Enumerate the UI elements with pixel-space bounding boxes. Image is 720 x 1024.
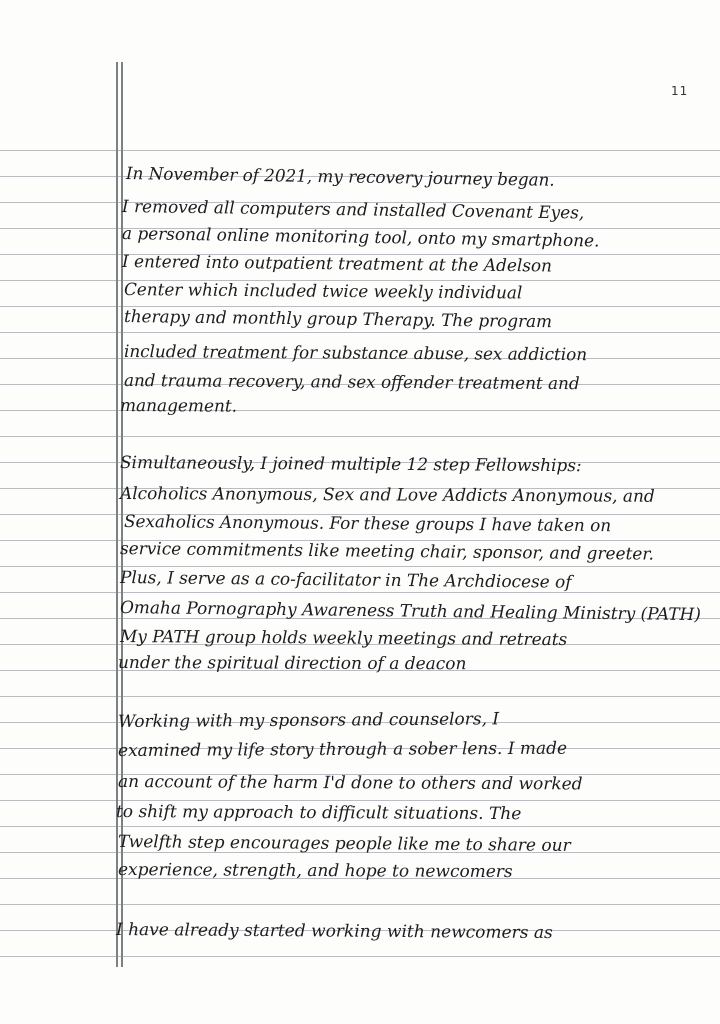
text-line: an account of the harm I'd done to others and worked <box>117 772 583 795</box>
text-line: management. <box>119 396 238 417</box>
text-line: Omaha Pornography Awareness Truth and Healing Ministry (PATH) <box>119 598 702 626</box>
page-number: 11 <box>671 84 689 98</box>
text-line: I removed all computers and installed Covenant Eyes, <box>121 197 585 224</box>
text-line: In November of 2021, my recovery journey began. <box>125 164 555 191</box>
text-line: Simultaneously, I joined multiple 12 step Fellowships: <box>119 453 582 477</box>
ruled-line <box>0 696 720 697</box>
ruled-line <box>0 436 720 437</box>
text-line: and trauma recovery, and sex offender treatment and <box>123 371 580 395</box>
text-line: Working with my sponsors and counselors, I <box>117 709 500 732</box>
text-line: to shift my approach to difficult situations. The <box>115 802 522 825</box>
text-line: therapy and monthly group Therapy. The program <box>123 307 553 333</box>
text-line: Center which included twice weekly individual <box>123 280 523 304</box>
text-line: under the spiritual direction of a deacon <box>117 653 467 675</box>
text-line: I entered into outpatient treatment at the Adelson <box>121 252 553 277</box>
text-line: Sexaholics Anonymous. For these groups I have taken on <box>123 512 612 537</box>
ruled-line <box>0 904 720 905</box>
ruled-line <box>0 956 720 957</box>
text-line: I have already started working with newcomers as <box>115 920 553 944</box>
text-line: service commitments like meeting chair, sponsor, and greeter. <box>119 539 655 565</box>
text-line: My PATH group holds weekly meetings and retreats <box>119 627 568 651</box>
text-line: Plus, I serve as a co-facilitator in The Archdiocese of <box>119 568 572 593</box>
text-line: experience, strength, and hope to newcomers <box>117 860 513 883</box>
text-line: a personal online monitoring tool, onto my smartphone. <box>121 224 600 252</box>
text-line: Alcoholics Anonymous, Sex and Love Addicts Anonymous, and <box>119 484 655 507</box>
text-line: included treatment for substance abuse, sex addiction <box>123 342 588 366</box>
text-line: Twelfth step encourages people like me to share our <box>117 832 571 856</box>
ruled-line <box>0 150 720 151</box>
text-line: examined my life story through a sober lens. I made <box>117 738 568 761</box>
